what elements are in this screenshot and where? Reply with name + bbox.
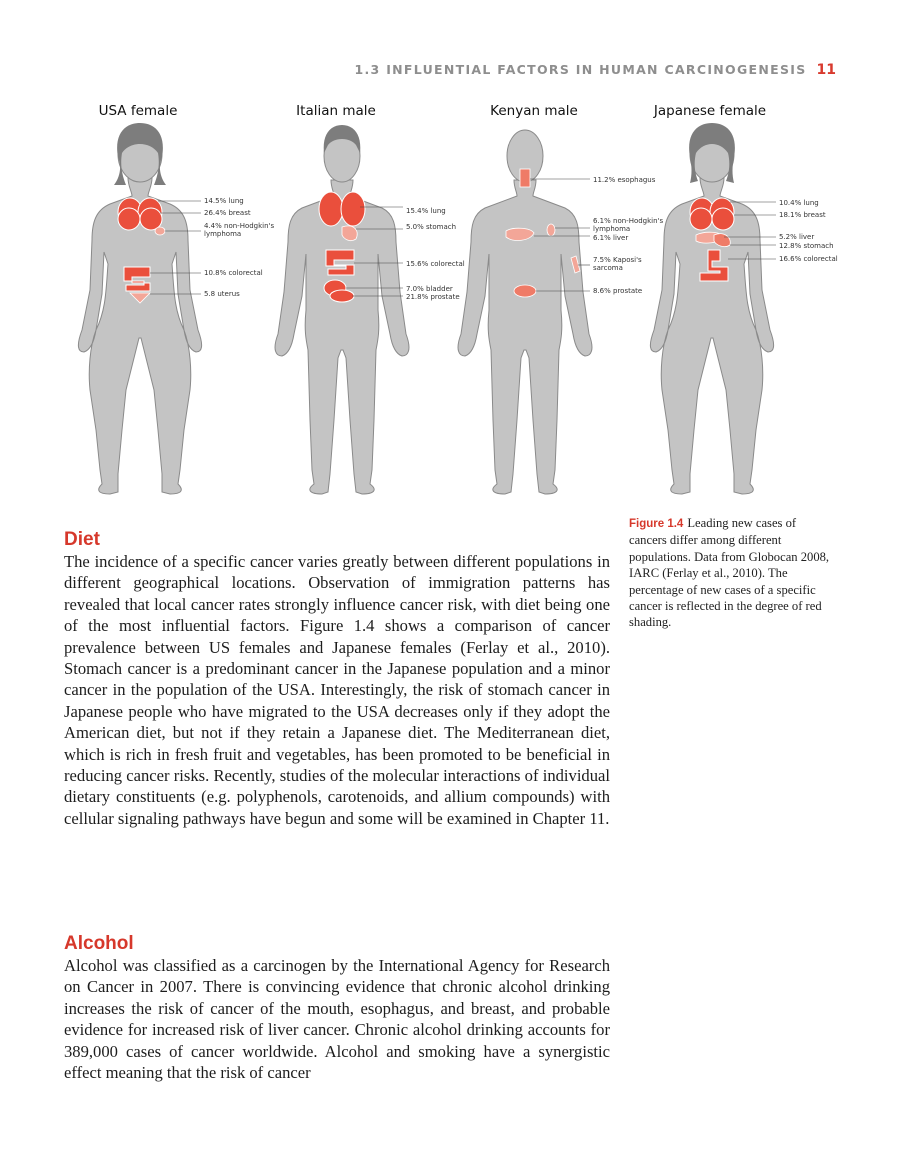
label-usa-colorectal: 10.8% colorectal <box>204 269 263 277</box>
label-usa-lung: 14.5% lung <box>204 197 244 205</box>
breast-right <box>140 208 162 230</box>
label-kenya-nhl-2: lymphoma <box>593 225 631 233</box>
lung-right <box>341 192 365 226</box>
label-kenya-kaposi: 7.5% Kaposi's <box>593 256 642 264</box>
label-japan-liver: 5.2% liver <box>779 233 815 241</box>
label-japan-lung: 10.4% lung <box>779 199 819 207</box>
female-silhouette <box>78 126 201 494</box>
figure-caption <box>629 515 835 631</box>
breast-right <box>712 208 734 230</box>
label-japan-breast: 18.1% breast <box>779 211 826 219</box>
running-header <box>355 62 837 78</box>
label-usa-uterus: 5.8 uterus <box>204 290 240 298</box>
label-usa-nhl: 4.4% non-Hodgkin's <box>204 222 275 230</box>
lymphoma-node <box>155 227 165 235</box>
figure-cancer-body-maps <box>0 95 898 505</box>
label-japan-stomach: 12.8% stomach <box>779 242 834 250</box>
label-kenya-kaposi-2: sarcoma <box>593 264 623 272</box>
label-italy-stomach: 5.0% stomach <box>406 223 457 231</box>
diet-paragraph: The incidence of a specific cancer varies greatly between different populations in different geographical locations. Observation of immigration patterns has revealed that local cancer rates strongly influence cancer risk, with diet being one of the most influential factors. Figure 1.4 shows a comparison of cancer prevalence between US females and Japanese females (Ferlay et al., 2010). Stomach cancer is a predominant cancer in the Japanese population and a minor cancer in the population of the USA. Interestingly, the risk of stomach cancer in Japanese people who have migrated to the USA decreases only if they adopt the American diet, but not if they retain a Japanese diet. The Mediterranean diet, which is rich in fresh fruit and vegetables, has been promoted to be beneficial in reducing cancer risks. Recently, studies of the molecular interactions of individual dietary constituents (e.g. polyphenols, carotenoids, and allium compounds) with cellular signaling pathways have begun and some will be examined in Chapter 11. <box>64 552 610 828</box>
figure-caption-text: Leading new cases of cancers differ among different populations. Data from Globocan 2008, IARC (Ferlay et al., 2010). The percentage of new cases of a specific cancer is reflected in the degree of red shading. <box>629 516 830 630</box>
label-kenya-nhl: 6.1% non-Hodgkin's <box>593 217 664 225</box>
label-usa-breast: 26.4% breast <box>204 209 251 217</box>
panel-japanese-female <box>650 123 837 494</box>
alcohol-paragraph: Alcohol was classified as a carcinogen by the International Agency for Research on Cancer in 2007. There is convincing evidence that chronic alcohol drinking increases the risk of cancer of the mouth, esophagus, and breast, and probable evidence for increased risk of liver cancer. Chronic alcohol drinking accounts for 389,000 cases of cancer worldwide. Alcohol and smoking have a synergistic effect meaning that the risk of cancer <box>64 956 610 1083</box>
lymphoma-node <box>547 224 555 236</box>
label-kenya-prostate: 8.6% prostate <box>593 287 643 295</box>
label-italy-colorectal: 15.6% colorectal <box>406 260 465 268</box>
breast-left <box>690 208 712 230</box>
label-kenya-esophagus: 11.2% esophagus <box>593 176 656 184</box>
label-kenya-liver: 6.1% liver <box>593 234 629 242</box>
breast-left <box>118 208 140 230</box>
label-italy-bladder: 7.0% bladder <box>406 285 453 293</box>
prostate-organ <box>514 285 536 297</box>
panel-title-japanese-female: Japanese female <box>653 103 767 119</box>
label-italy-prostate: 21.8% prostate <box>406 293 460 301</box>
page-number: 11 <box>816 62 836 78</box>
label-usa-nhl-2: lymphoma <box>204 230 242 238</box>
panel-italian-male <box>275 125 465 494</box>
panel-title-usa-female: USA female <box>98 103 178 119</box>
section-heading-diet: Diet <box>64 528 100 550</box>
figure-caption-label: Figure 1.4 <box>629 518 684 530</box>
panel-kenyan-male <box>458 130 663 494</box>
panel-title-kenyan-male: Kenyan male <box>490 103 578 119</box>
label-italy-lung: 15.4% lung <box>406 207 446 215</box>
stomach-organ <box>342 226 357 241</box>
panel-usa-female <box>78 123 274 494</box>
esophagus-organ <box>520 169 530 187</box>
label-japan-colorectal: 16.6% colorectal <box>779 255 838 263</box>
female-silhouette <box>650 126 773 494</box>
lung-left <box>319 192 343 226</box>
section-heading-alcohol: Alcohol <box>64 932 134 954</box>
prostate-organ <box>330 290 354 302</box>
panel-title-italian-male: Italian male <box>296 103 376 119</box>
running-title: 1.3 INFLUENTIAL FACTORS IN HUMAN CARCINOGENESIS <box>354 62 807 77</box>
male-silhouette <box>275 130 409 494</box>
